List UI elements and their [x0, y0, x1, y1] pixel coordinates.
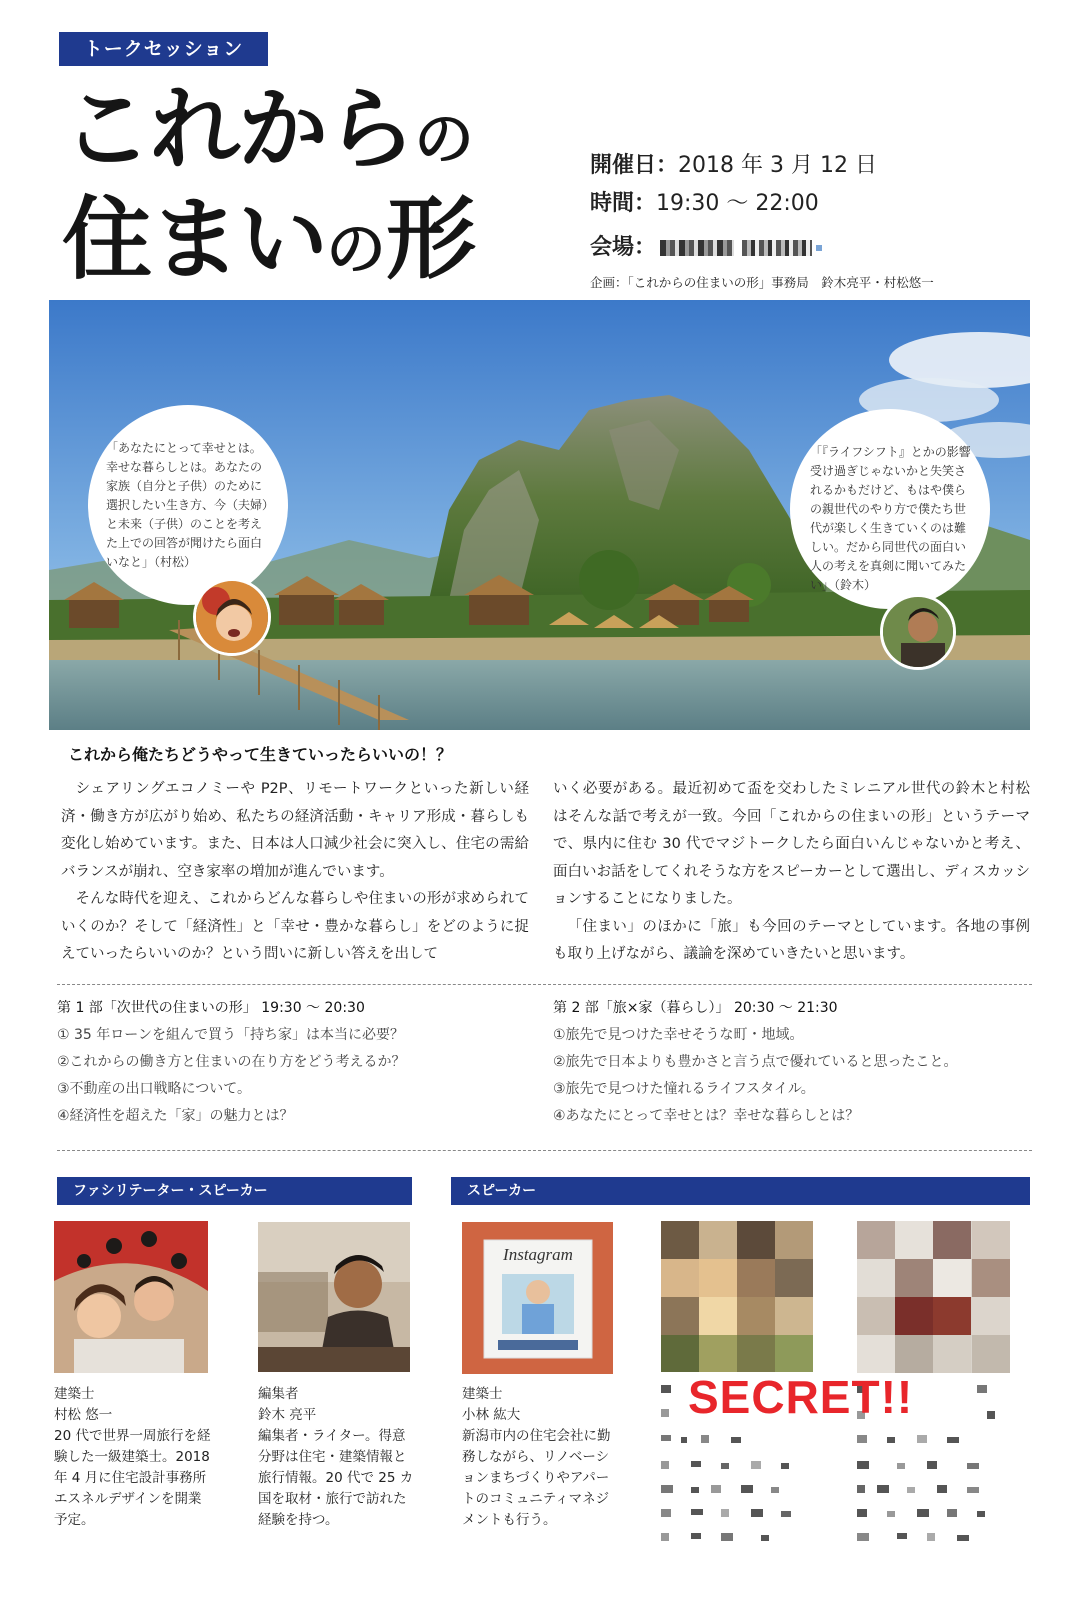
speaker-name: 鈴木 亮平 [258, 1407, 317, 1423]
part-1-item: ④経済性を超えた「家」の魅力とは？ [57, 1108, 294, 1124]
facilitator-section-header: ファシリテーター・スピーカー [57, 1177, 412, 1205]
quote-bubble-suzuki: 「『ライフシフト』とかの影響受け過ぎじゃないかと失笑されるかもだけど、もはや僕らの親世代のやり方で僕たち世代が楽しく生きていくのは難しい。だから同世代の面白い人の考えを真剣に聞いてみたい」（鈴木） [790, 409, 990, 609]
quote-bubble-muramatsu: 「あなたにとって幸せとは。幸せな暮らしとは。あなたの家族（自分と子供）のために選択したい生き方、今（夫婦）と未来（子供）のことを考えた上での回答が聞けたら面白いなと」（村松） [88, 405, 288, 605]
speaker-photo-hidden-1 [661, 1221, 813, 1372]
part-2-title: 第 2 部「旅×家（暮らし）」 20:30 ～ 21:30 [553, 1000, 838, 1016]
divider-bottom [57, 1150, 1032, 1151]
event-venue: 会場： [590, 230, 822, 261]
speaker-bio: 20 代で世界一周旅行を経験した一級建築士。2018 年 4 月に住宅設計事務所エスネルデザインを開業予定。 [54, 1428, 211, 1528]
part-1-item: ① 35 年ローンを組んで買う「持ち家」は本当に必要？ [57, 1027, 404, 1043]
speaker-photo-suzuki [258, 1222, 410, 1372]
speaker-role: 建築士 [462, 1386, 503, 1402]
intro-paragraph-1: シェアリングエコノミーや P2P、リモートワークといった新しい経済・働き方が広がり始め、私たちの経済活動・キャリア形成・暮らしも変化し始めています。また、日本は人口減少社会に突入し、住宅の需給バランスが崩れ、空き家率の増加が進んでいます。 [61, 781, 529, 880]
avatar-suzuki [880, 594, 956, 670]
part-2-item: ④あなたにとって幸せとは？幸せな暮らしとは？ [553, 1108, 860, 1124]
venue-mosaic-2 [742, 240, 812, 256]
venue-mosaic [660, 240, 734, 256]
avatar-muramatsu [193, 578, 271, 656]
speaker-profile-muramatsu [54, 1384, 214, 1531]
instagram-sign: Instagram [503, 1245, 573, 1264]
session-tag: トークセッション [59, 32, 268, 66]
program-part-1 [57, 995, 527, 1130]
event-time: 時間：19:30 ～ 22:00 [590, 191, 819, 216]
part-1-item: ③不動産の出口戦略について。 [57, 1081, 251, 1097]
page-title-line1: これからの [62, 77, 474, 182]
event-date: 開催日：2018 年 3 月 12 日 [590, 153, 877, 178]
speaker-photo-kobayashi [462, 1222, 613, 1374]
intro-column-left [61, 776, 529, 969]
part-2-item: ③旅先で見つけた憧れるライフスタイル。 [553, 1081, 815, 1097]
secret-overlay-text: SECRET!! [688, 1371, 914, 1423]
organizer-credit: 企画：「これからの住まいの形」事務局 鈴木亮平・村松悠一 [590, 275, 934, 290]
part-2-item: ①旅先で見つけた幸せそうな町・地域。 [553, 1027, 804, 1043]
speaker-profile-suzuki [258, 1384, 418, 1531]
speaker-role: 建築士 [54, 1386, 95, 1402]
speaker-name: 村松 悠一 [54, 1407, 113, 1423]
part-1-title: 第 1 部「次世代の住まいの形」 19:30 ～ 20:30 [57, 1000, 365, 1016]
venue-mosaic-dot [816, 245, 822, 251]
intro-paragraph-2: そんな時代を迎え、これからどんな暮らしや住まいの形が求められていくのか？そして「経済性」と「幸せ・豊かな暮らし」をどのように捉えていったらいいのか？という問いに新しい答えを出して [61, 891, 529, 962]
intro-paragraph-2-cont: いく必要がある。最近初めて盃を交わしたミレニアル世代の鈴木と村松はそんな話で考えが一致。今回「これからの住まいの形」というテーマで、県内に住む 30 代でマジトークしたら面白いんじゃないかと考え、面白いお話をしてくれそうな方をスピーカーとして選出し、ディスカッションすることになりました。 [553, 781, 1030, 907]
program-part-2 [553, 995, 1030, 1130]
speaker-name: 小林 紘大 [462, 1407, 521, 1423]
speaker-profile-kobayashi [462, 1384, 622, 1531]
speaker-bio: 新潟市内の住宅会社に勤務しながら、リノベーションまちづくりやアパートのコミュニティマネジメントも行う。 [462, 1428, 611, 1528]
intro-headline: これから俺たちどうやって生きていったらいいの！？ [68, 745, 453, 764]
intro-column-right [553, 776, 1030, 969]
part-1-item: ②これからの働き方と住まいの在り方をどう考えるか？ [57, 1054, 406, 1070]
speaker-section-header: スピーカー [451, 1177, 1030, 1205]
speaker-photo-hidden-2 [857, 1221, 1010, 1373]
intro-paragraph-3: 「住まい」のほかに「旅」も今回のテーマとしています。各地の事例も取り上げながら、議論を深めていきたいと思います。 [553, 918, 1030, 962]
speaker-role: 編集者 [258, 1386, 299, 1402]
page-title-line2: 住まいの形 [62, 187, 474, 292]
part-2-item: ②旅先で日本よりも豊かさと言う点で優れていると思ったこと。 [553, 1054, 958, 1070]
divider-top [57, 984, 1032, 985]
speaker-photo-muramatsu [54, 1221, 208, 1373]
speaker-bio: 編集者・ライター。得意分野は住宅・建築情報と旅行情報。20 代で 25 カ国を取材・旅行で訪れた経験を持つ。 [258, 1428, 414, 1528]
